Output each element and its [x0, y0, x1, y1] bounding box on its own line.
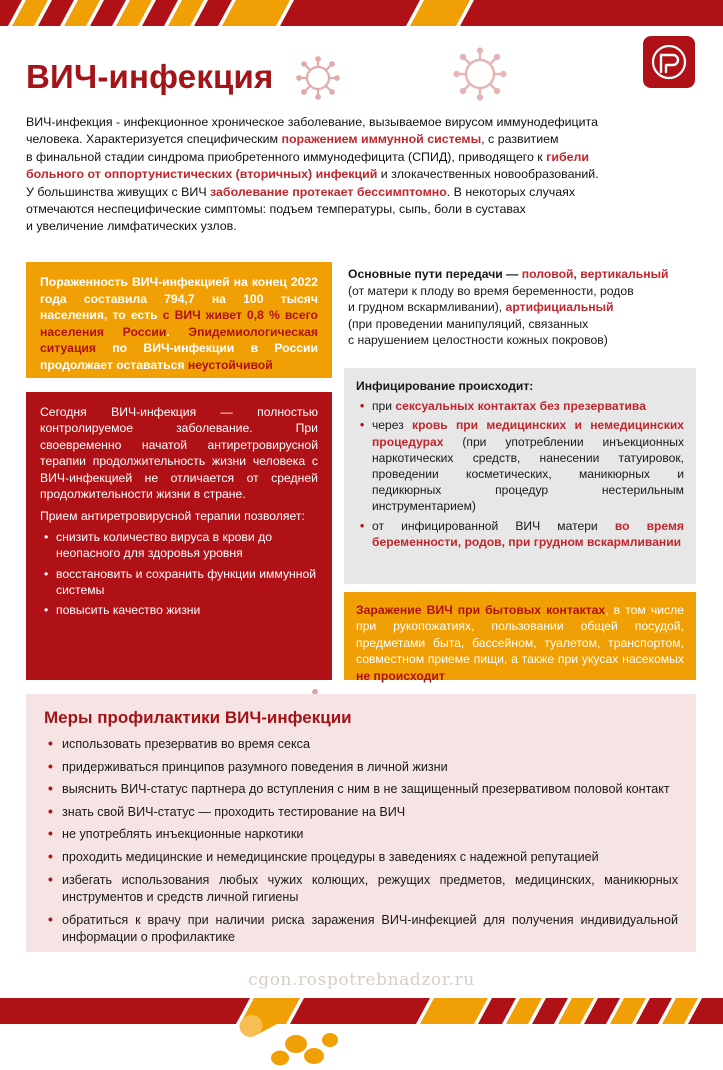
intro-line-3: в финальной стадии синдрома приобретенного иммунодефицита (СПИД), приводящего к	[26, 149, 547, 164]
infection-routes-box	[344, 368, 696, 584]
watermark: cgon.rospotrebnadzor.ru	[248, 970, 475, 990]
statistics-highlight-3: неустойчивой	[187, 357, 273, 372]
ways-line-3: и грудном вскармливании),	[348, 300, 506, 315]
infection-item-1-post: (при употреблении инъекционных наркотических средств, нанесении татуировок, проведении косметических, маникюрных и педикюрных процедур нестерильным инструментарием)	[372, 434, 684, 514]
intro-line-5-highlight: заболевание протекает бессимптомно	[210, 184, 447, 199]
ways-head: Основные пути передачи —	[348, 267, 522, 281]
list-item: • проходить медицинские и немедицинские процедуры в заведениях с надежной репутацией	[62, 849, 678, 867]
list-item: • снизить количество вируса в крови до неопасного для здоровья уровня	[56, 529, 318, 562]
art-benefits-list	[40, 529, 318, 619]
art-paragraph-1: Сегодня ВИЧ-инфекция — полностью контролируемое заболевание. При своевременно начатой антиретровирусной терапии продолжительность жизни человека с ВИЧ-инфекцией не отличается от средней продолжительности жизни в стране.	[40, 405, 318, 502]
prevention-list	[44, 736, 678, 947]
list-item: • выяснить ВИЧ-статус партнера до вступления с ним в не защищенный презервативом половой контакт	[62, 781, 678, 799]
intro-line-2-tail: , с развитием	[481, 132, 559, 147]
statistics-highlight-1: с ВИЧ живет 0,8 % всего населения России	[40, 308, 318, 339]
intro-line-6: отмечаются неспецифические симптомы: подъем температуры, сыпь, боли в суставах	[26, 202, 526, 217]
list-item: • использовать презерватив во время секса	[62, 736, 678, 754]
art-paragraph-2: Прием антиретровирусной терапии позволяет:	[40, 509, 305, 524]
prevention-box	[26, 694, 696, 952]
page-title: ВИЧ-инфекция	[26, 58, 274, 95]
intro-line-2: человека. Характеризуется специфическим	[26, 132, 282, 147]
household-contacts-box	[344, 592, 696, 683]
intro-line-5-tail: . В некоторых случаях	[446, 184, 576, 199]
pills-illustration-icon	[234, 1004, 344, 1070]
transmission-ways-box	[344, 262, 696, 372]
list-item	[372, 417, 684, 514]
infection-item-0-highlight: сексуальных контактах без презерватива	[395, 399, 646, 414]
statistics-text-a: Пораженность ВИЧ-инфекцией на конец 2022 года составила 794,7 на 100 тысяч населения, то есть	[40, 275, 318, 323]
ways-line-5: с нарушением целостности кожных покровов)	[348, 333, 608, 348]
list-item	[372, 518, 684, 550]
ways-head-highlight: половой, вертикальный	[521, 267, 669, 281]
list-item: • знать свой ВИЧ-статус — проходить тестирование на ВИЧ	[62, 804, 678, 822]
intro-line-7: и увеличение лимфатических узлов.	[26, 219, 237, 234]
statistics-text-c: по ВИЧ-инфекции в России продолжает оставаться	[40, 341, 318, 372]
intro-line-4-tail: и злокачественных новообразований.	[377, 167, 599, 182]
intro-line-2-highlight: поражением иммунной системы	[281, 132, 482, 147]
infection-item-1-highlight: кровь при медицинских и немедицинских процедурах	[372, 418, 684, 449]
list-item: • избегать использования любых чужих колющих, режущих предметов, медицинских, маникюрных инструментов и средств личной гигиены	[62, 872, 678, 907]
list-item: • обратиться к врачу при наличии риска заражения ВИЧ-инфекцией для получения индивидуальной информации о профилактике	[62, 912, 678, 947]
intro-line-3-highlight: гибели	[546, 149, 589, 164]
prevention-title: Меры профилактики ВИЧ-инфекции	[44, 708, 352, 727]
infection-item-2-highlight: во время беременности, родов, при грудном вскармливании	[372, 518, 684, 549]
top-decorative-band	[0, 0, 723, 26]
intro-line-5: У большинства живущих с ВИЧ	[26, 184, 211, 199]
infection-item-2-pre: от инфицированной ВИЧ матери	[372, 518, 615, 533]
rospotrebnadzor-logo	[643, 36, 695, 88]
list-item: • придерживаться принципов разумного поведения в личной жизни	[62, 759, 678, 777]
infection-item-0-pre: при	[372, 399, 396, 414]
list-item: • восстановить и сохранить функции иммунной системы	[56, 566, 318, 599]
art-control-box	[26, 392, 332, 680]
statistics-text-b: .	[166, 324, 189, 339]
ways-line-2: (от матери к плоду во время беременности, родов	[348, 283, 634, 298]
statistics-box	[26, 262, 332, 378]
intro-line-4-highlight: больного от оппортунистических (вторичных) инфекций	[26, 167, 378, 182]
bottom-decorative-band	[0, 998, 723, 1024]
virus-decoration-icon	[296, 56, 340, 100]
household-body: , в том числе при рукопожатиях, пользовании общей посудой, предметами быта, бассейном, туалетом, транспортом, совместном приеме пищи, а также при укусах насекомых	[356, 603, 685, 667]
statistics-highlight-2: Эпидемиологическая ситуация	[40, 324, 318, 356]
intro-paragraph	[26, 114, 696, 236]
list-item: • не употреблять инъекционные наркотики	[62, 826, 678, 844]
list-item: • повысить качество жизни	[56, 602, 318, 618]
infection-item-1-pre: через	[372, 418, 413, 433]
household-tail-highlight: не происходит	[356, 668, 445, 683]
household-head-highlight: Заражение ВИЧ при бытовых контактах	[356, 603, 606, 617]
ways-line-4: (при проведении манипуляций, связанных	[348, 316, 589, 331]
virus-decoration-icon	[452, 46, 508, 102]
infection-head: Инфицирование происходит:	[356, 379, 534, 393]
ways-line-3-highlight: артифициальный	[505, 300, 614, 315]
infection-list	[356, 398, 684, 550]
intro-line-1: ВИЧ-инфекция - инфекционное хроническое заболевание, вызываемое вирусом иммунодефицита	[26, 115, 598, 129]
list-item	[372, 398, 684, 414]
